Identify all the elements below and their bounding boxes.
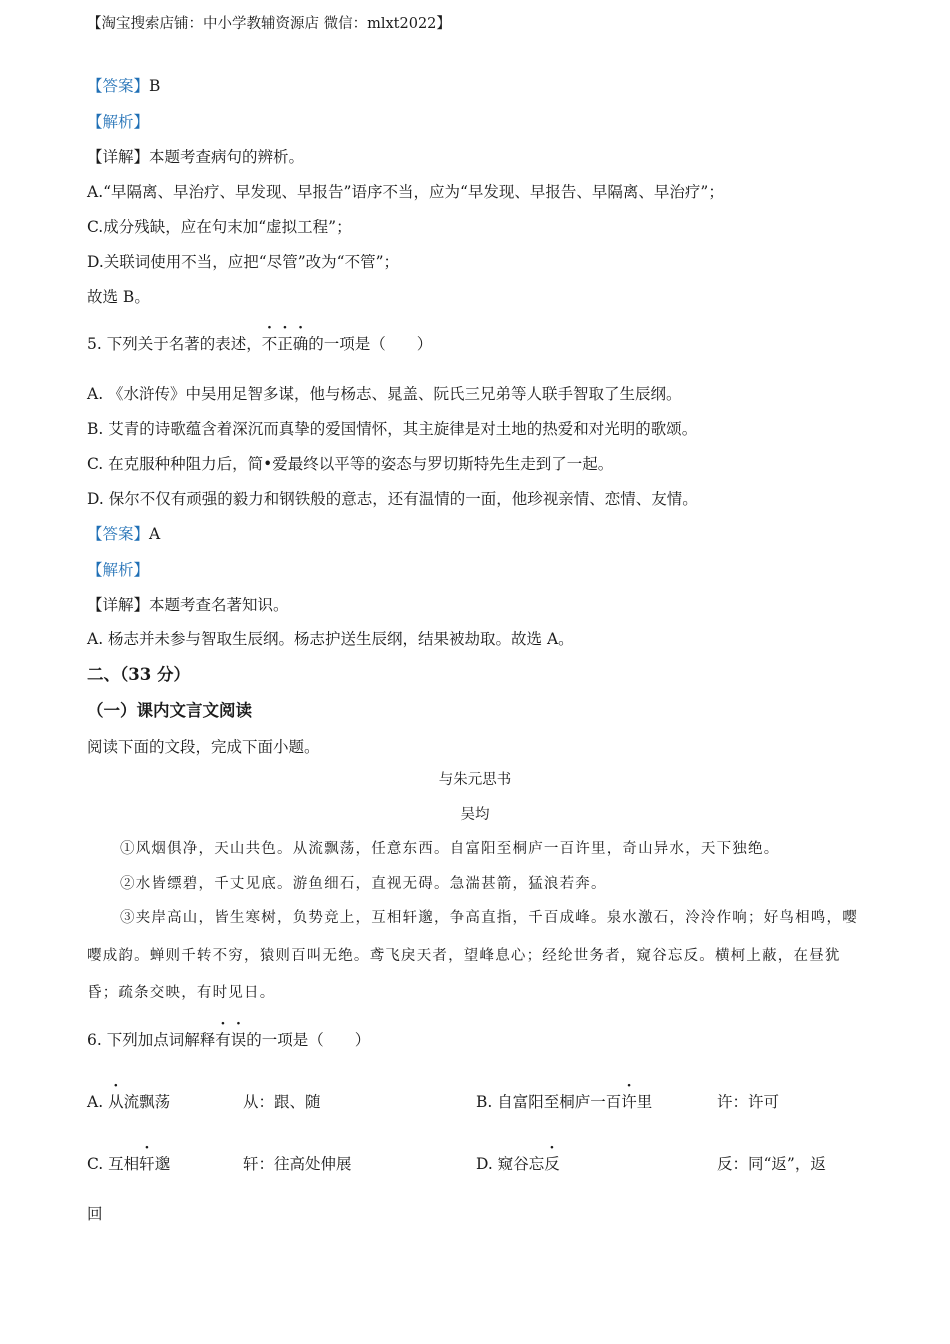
sub-section-heading: （一）课内文言文阅读 [87,701,252,720]
q6-option-c [87,1153,170,1175]
q4-answer-line [87,75,160,97]
q4-analysis-tag: 【解析】 [87,113,150,131]
option-label: D. 窥谷忘 [476,1155,545,1173]
q5-stem [87,333,432,355]
option-text: 流飘荡 [123,1093,171,1111]
q4-conclusion: 故选 B。 [87,288,150,306]
q5-answer-line [87,523,160,545]
q5-analysis-tag: 【解析】 [87,561,150,579]
q5-option-c: C. 在克服种种阻力后，简•爱最终以平等的姿态与罗切斯特先生走到了一起。 [87,455,614,473]
q6-stem [87,1029,370,1051]
emphasis-dot-char: 确 [292,335,309,353]
q5-answer: A [149,525,161,543]
q5-explain: A. 杨志并未参与智取生辰纲。杨志护送生辰纲，结果被劫取。故选 A。 [87,630,574,648]
option-label: C. 互相 [87,1155,140,1173]
passage-paragraph-3: ③夹岸高山，皆生寒树，负势竞上，互相轩邈，争高直指，千百成峰。泉水激石，泠泠作响；好鸟相鸣，嘤嘤成韵。蝉则千转不穷，猿则百叫无绝。鸢飞戾天者，望峰息心；经纶世务者，窥谷忘反。横柯上蔽，在昼犹昏；疏条交映，有时见日。 [87,910,858,1001]
watermark-header: 【淘宝搜索店铺：中小学教辅资源店 微信：mlxt2022】 [87,16,451,32]
option-text: 里 [636,1093,653,1111]
passage-paragraph-2: ②水皆缥碧，千丈见底。游鱼细石，直视无碍。急湍甚箭，猛浪若奔。 [120,876,607,892]
q4-answer: B [149,77,161,95]
q6-option-a-definition: 从：跟、随 [243,1093,321,1111]
q6-option-c-definition: 轩：往高处伸展 [243,1155,352,1173]
emphasis-dot-char: 不 [261,335,278,353]
answer-tag: 【答案】 [87,77,150,95]
emphasis-dot-char: 反 [544,1155,560,1173]
option-label: B. 自富阳至桐庐一百 [476,1093,622,1111]
q4-explain-d: D.关联词使用不当，应把“尽管”改为“不管”； [87,253,399,271]
q5-option-d: D. 保尔不仅有顽强的毅力和钢铁般的意志，还有温情的一面，他珍视亲情、恋情、友情。 [87,490,698,508]
emphasis-dot-char: 正 [277,335,293,353]
passage-paragraph-1: ①风烟俱净，天山共色。从流飘荡，任意东西。自富阳至桐庐一百许里，奇山异水，天下独绝。 [120,841,780,857]
q6-stem-post: 的一项是（ ） [246,1031,371,1049]
option-label: A. [87,1093,109,1111]
emphasis-dot-char: 误 [230,1031,247,1049]
reading-instruction: 阅读下面的文段，完成下面小题。 [87,738,320,756]
q6-option-b [476,1091,652,1113]
section-heading: 二、（33 分） [87,665,190,684]
q5-stem-pre: 5. 下列关于名著的表述， [87,335,262,353]
passage-title: 与朱元思书 [438,772,512,788]
emphasis-dot-char: 轩 [139,1155,155,1173]
emphasis-dot-char: 许 [621,1093,637,1111]
answer-tag: 【答案】 [87,525,150,543]
q5-detail: 【详解】本题考查名著知识。 [87,596,289,614]
q4-explain-c: C.成分残缺，应在句末加“虚拟工程”； [87,218,352,236]
q5-option-a: A. 《水浒传》中吴用足智多谋，他与杨志、晁盖、阮氏三兄弟等人联手智取了生辰纲。 [87,385,682,403]
q6-option-d-definition: 反：同“返”，返 [717,1155,826,1173]
q6-option-d-definition-cont: 回 [87,1205,103,1223]
emphasis-dot-char: 有 [215,1031,231,1049]
q5-option-b: B. 艾青的诗歌蕴含着深沉而真挚的爱国情怀，其主旋律是对土地的热爱和对光明的歌颂。 [87,420,698,438]
passage-author: 吴均 [460,807,490,823]
q4-detail: 【详解】本题考查病句的辨析。 [87,148,305,166]
q6-stem-pre: 6. 下列加点词解释 [87,1031,216,1049]
q5-stem-post: 的一项是（ ） [308,335,433,353]
q4-explain-a: A.“早隔离、早治疗、早发现、早报告”语序不当，应为“早发现、早报告、早隔离、早治疗”； [87,183,724,201]
q6-option-a [87,1091,170,1113]
q6-option-b-definition: 许：许可 [717,1093,780,1111]
emphasis-dot-char: 从 [108,1093,124,1111]
option-text: 邈 [154,1155,171,1173]
q6-option-d [476,1153,560,1175]
